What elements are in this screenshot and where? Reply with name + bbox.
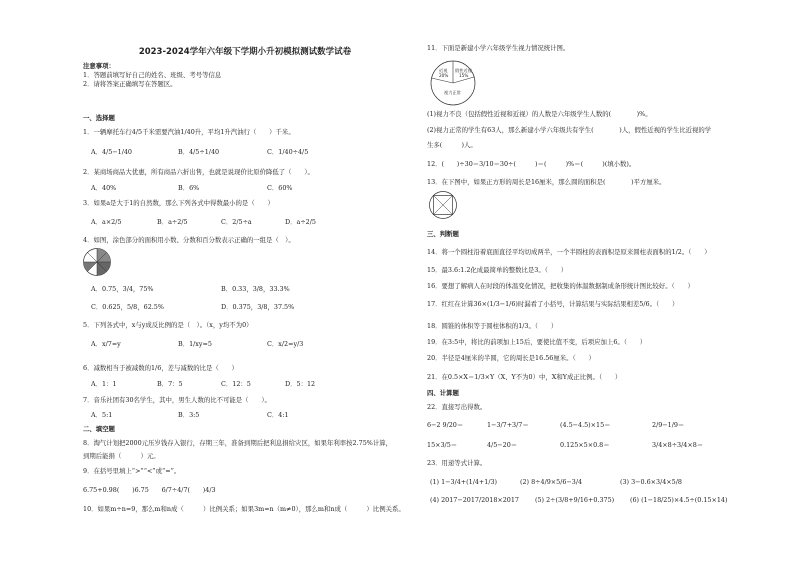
question-11-2-cont: 生多( )人。 [427,141,477,149]
option: A．a×2/5 [91,218,122,226]
pie-label: 假性近视 [455,68,472,73]
calc-item: (2) 8÷4/9×5/6−3/4 [520,478,583,486]
calc-item: (3) 3−0.6×3/4×5/8 [620,478,682,486]
question-23: 23．用递等式计算。 [427,459,487,467]
question-9-items: 6.75+0.98( )6.75 6/7÷4/7( )4/3 [83,486,216,494]
question-17: 17．红红在计算36×(1/3−1/6)时漏看了小括号，计算结果与实际结果相差5/6。（ ） [427,300,679,308]
pie-label: 近视 [439,68,448,73]
question-20: 20．半径是4厘米的半圆，它的周长是16.56厘米。（ ） [427,354,595,362]
question-16: 16．要想了解病人在时段的体温变化情况，把收集的体温数据制成条形统计图比较好。（ ） [427,282,694,290]
question-12: 12．( )÷30＝3/10＝30÷( )＝( )%＝( )(填小数)。 [427,160,636,168]
question-13: 13．在下图中，如果正方形的周长是16厘米，那么圆的面积是( )平方厘米。 [427,178,666,186]
option: C．12：5 [221,380,251,388]
pie-label: 视力正常 [444,90,461,95]
question-11-2: (2)视力正常的学生有63人，那么新建小学六年级共有学生( )人，假性近视的学生比近视的学 [427,126,712,134]
section-choice: 一、选择题 [83,114,115,122]
option: B．7：5 [157,380,183,388]
calc-item: 4/5−20＝ [487,441,518,449]
calc-item: (1) 1−3/4+(1/4+1/3) [430,478,498,486]
section-fill: 二、填空题 [83,425,115,433]
option: D．5：12 [285,380,316,388]
question-22: 22．直接写出得数。 [427,403,487,411]
calc-item: 3/4×8÷3/4×8＝ [652,441,704,449]
question-10: 10．如果m÷n=9，那么m和n成（ ）比例关系；如果3m=n（m≠0），那么m和n成（ ）比例关系。 [83,505,405,513]
question-7: 7．音乐社团有30名学生，其中，男生人数的比不可能是（ ）。 [83,396,271,404]
option: C．4:1 [267,411,289,419]
section-judge: 三、判断题 [427,230,459,238]
option: A．1：1 [91,380,117,388]
option: A．4/5−1/40 [91,148,132,156]
question-14: 14．将一个圆柱沿着底面直径平均切成两半，一个半圆柱的表面积是原来圆柱表面积的1/2。（ ） [427,248,711,256]
question-11-1: (1)视力不良（包括假性近视和近视）的人数是六年级学生人数的( )%。 [427,110,652,118]
option: C．x/2=y/3 [267,340,304,348]
calc-item: (4) 2017−2017/2018×2017 [430,496,520,504]
option: A．40% [91,184,117,192]
question-18: 18．圆锥的体积等于圆柱体积的1/3。（ ） [427,322,558,330]
option: D．a÷2/5 [285,218,316,226]
notice-item: 1．答题前填写好自己的姓名、班级、考号等信息 [83,71,222,79]
option: B．0.33，3/8，33.3% [221,285,290,293]
calc-item: 6−2 9/20＝ [427,421,464,429]
calc-item: 0.125×5×0.8＝ [560,441,610,449]
option: C．2/5÷a [221,218,252,226]
question-21: 21．在0.5×X＝1/3×Y（X、Y不为0）中，X和Y成正比例。（ ） [427,373,622,381]
option: A．x/7=y [91,340,121,348]
pie-label: 15% [459,73,469,78]
calc-item: 2/9−1/9＝ [652,421,685,429]
option: C．60% [267,184,293,192]
calc-item: 15×3/5＝ [427,441,458,449]
option: B．a÷2/5 [157,218,188,226]
question-8-cont: 到期后能捐（ ）元。 [83,452,160,460]
option: B．6% [178,184,200,192]
pie-label: 20% [439,73,449,78]
option: D．0.375，3/8，37.5% [221,303,295,311]
question-1: 1．一辆摩托车行4/5千米需要汽油1/40升，平均1升汽油行（ ）千米。 [83,128,295,136]
option: B．1/xy=5 [178,340,212,348]
question-11: 11．下面是新建小学六年级学生视力情况统计图。 [427,44,570,52]
page-title: 2023-2024学年六年级下学期小升初模拟测试数学试卷 [138,47,352,57]
notice-heading: 注意事项： [83,62,115,70]
question-9: 9．在括号里填上“>”“<”或“=”。 [83,467,181,475]
question-2: 2．某商场商品大优惠，所有商品六折出售，也就是说现价比原价降低了（ ）。 [83,168,314,176]
option: C．0.625，5/8，62.5% [91,303,164,311]
option: B．4/5÷1/40 [178,148,220,156]
notice-item: 2．请将答案正确填写在答题区。 [83,80,177,88]
circle-square-figure [428,189,458,221]
question-6: 6．减数相当于被减数的1/6，差与减数的比是（ ） [83,364,238,372]
calc-item: (4.5−4.5)×15＝ [560,421,611,429]
question-19: 19．在3:5中，将比的前项加上15后，要使比值不变，后项应加上6。（ ） [427,338,647,346]
section-calc: 四、计算题 [427,389,459,397]
question-3: 3．如果a是大于1的自然数，那么下列各式中得数最小的是（ ） [83,199,274,207]
calc-item: 1−3/7+3/7＝ [487,421,529,429]
calc-item: (5) 2÷(3/8+9/16+0.375) [535,496,615,504]
question-8: 8．淘气计划把2000元压岁钱存入银行，存期三年，准备到期后把利息捐给灾区，如果年利率按2.75%计算， [83,439,393,447]
calc-item: (6) (1−18/25)×4.5÷(0.15×14) [630,496,728,504]
question-15: 15．最3.6:1.2化成最简单的整数比是3。（ ） [427,266,568,274]
option: C．1/40÷4/5 [267,148,309,156]
option: A．5:1 [91,411,113,419]
option: B．3:5 [178,411,200,419]
question-4: 4．如图，涂色部分的面积用小数、分数和百分数表示正确的一组是（ ）。 [83,236,295,244]
question-5: 5．下列各式中，x与y成反比例的是（ ）。（x，y均不为0） [83,321,253,329]
option: A．0.75，3/4，75% [91,285,154,293]
vision-pie-chart [428,58,478,108]
shaded-circle-figure [82,247,112,277]
